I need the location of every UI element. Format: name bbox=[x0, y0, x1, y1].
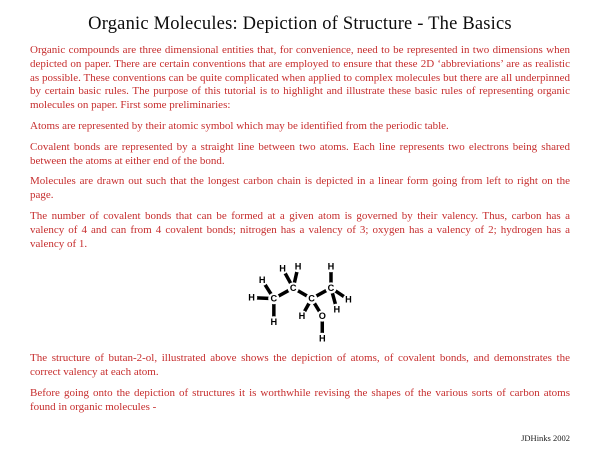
atom-label-H1a: H bbox=[258, 275, 266, 286]
atom-label-H4a: H bbox=[327, 262, 335, 273]
paragraph-covalent-bonds-rule: Covalent bonds are represented by a straight line between two atoms. Each line represents two electrons being shared between the atoms at either end of the bond. bbox=[30, 140, 570, 167]
atom-label-C4: C bbox=[327, 283, 335, 294]
atom-label-H2b: H bbox=[294, 262, 302, 273]
atom-label-H3a: H bbox=[298, 311, 306, 322]
molecule-figure bbox=[30, 256, 570, 348]
paragraph-valency-rule: The number of covalent bonds that can be formed at a given atom is governed by their valency. Thus, carbon has a valency of 4 and can from 4 covalent bonds; nitrogen has a valency of 3; oxygen has a valency of 2; hydrogen has a valency of 1. bbox=[30, 209, 570, 250]
atom-label-H1c: H bbox=[270, 317, 278, 328]
paragraph-atoms-rule: Atoms are represented by their atomic symbol which may be identified from the periodic table. bbox=[30, 119, 449, 132]
atom-label-H2a: H bbox=[279, 263, 286, 274]
paragraph-intro: Organic compounds are three dimensional entities that, for convenience, need to be represented in two dimensions when depicted on paper. There are certain conventions that are employed to ensure that these 2D ‘abbreviations’ are as realistic as possible. These conventions can be quite complicated when applied to complex molecules but there are all underpinned by certain basic rules. The purpose of this tutorial is to highlight and illustrate these basic rules of representing organic molecules on paper. First some preliminaries: bbox=[30, 44, 570, 112]
atom-label-HO: H bbox=[318, 333, 326, 344]
atom-label-H4b: H bbox=[345, 294, 352, 305]
atom-label-H1b: H bbox=[248, 293, 255, 304]
atom-label-C1: C bbox=[270, 293, 278, 304]
atom-label-C3: C bbox=[308, 293, 315, 304]
atom-label-O: O bbox=[318, 311, 326, 322]
paragraph-before-going: Before going onto the depiction of structures it is worthwhile revising the shapes of the various sorts of carbon atoms found in organic molecules - bbox=[30, 386, 570, 413]
paragraph-longest-chain-rule: Molecules are drawn out such that the longest carbon chain is depicted in a linear form going from left to right on the page. bbox=[30, 175, 570, 202]
atom-label-C2: C bbox=[289, 283, 297, 294]
molecule-diagram bbox=[235, 256, 365, 348]
atom-label-H4c: H bbox=[333, 304, 341, 315]
credit-text: JDHinks 2002 bbox=[521, 433, 570, 443]
page-title: Organic Molecules: Depiction of Structure - The Basics bbox=[88, 14, 512, 34]
paragraph-butanol-summary: The structure of butan-2-ol, illustrated above shows the depiction of atoms, of covalent bonds, and demonstrates the correct valency at each atom. bbox=[30, 352, 570, 379]
